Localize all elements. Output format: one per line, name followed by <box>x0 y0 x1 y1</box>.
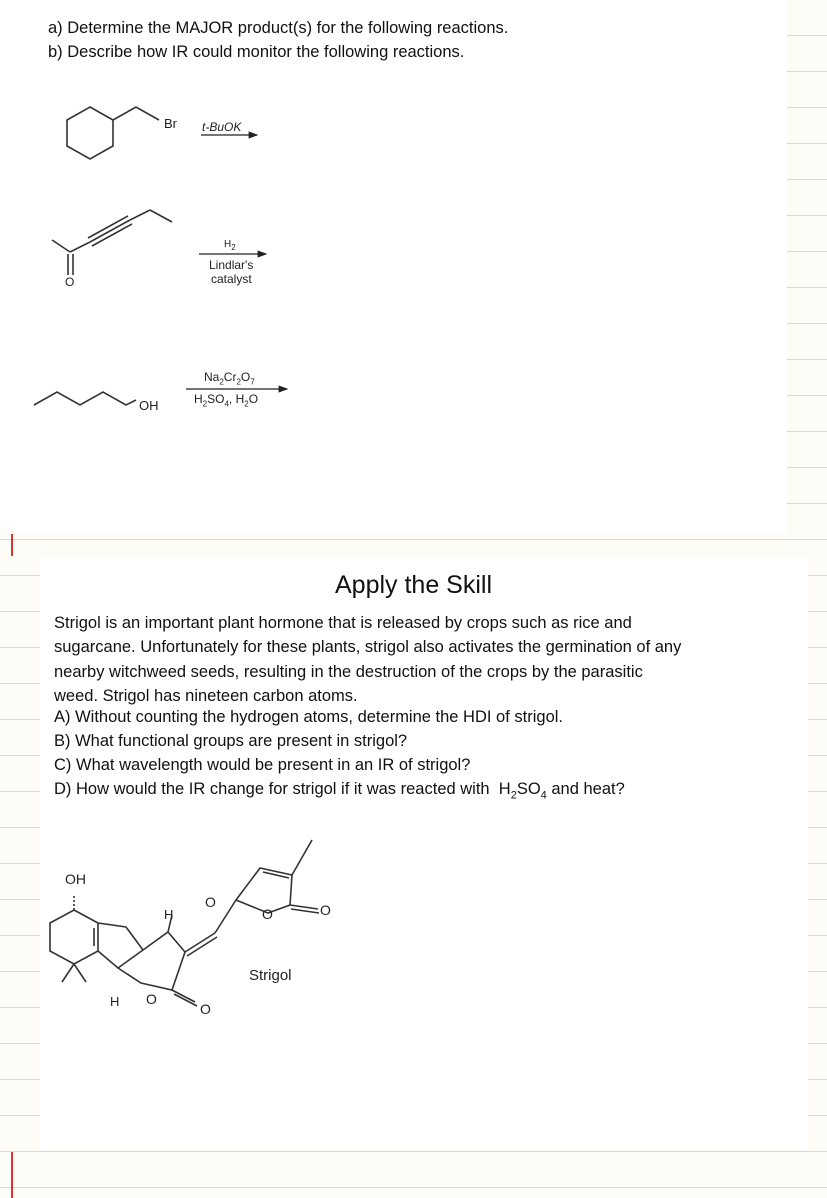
question-d: D) How would the IR change for strigol if it was reacted with $H_2SO_4$ and heat? <box>54 780 625 802</box>
strigol-o-label: O <box>200 1001 211 1017</box>
strigol-o-label: O <box>146 991 157 1007</box>
strigol-o-label: O <box>205 894 216 910</box>
reagent-dichromate: $Na_2Cr_2O_7$ <box>204 370 255 387</box>
strigol-h-top: H <box>164 907 174 922</box>
reagent-tbuok: t-BuOK <box>202 120 242 134</box>
cyclohexane-ring <box>67 107 159 159</box>
strigol-name-label: Strigol <box>249 967 292 984</box>
reagent-lindlars: Lindlar's <box>209 258 254 272</box>
hydroxyl-label: OH <box>139 398 159 413</box>
reagent-h2: $H_2$ <box>224 239 236 252</box>
bromine-label: Br <box>164 116 177 131</box>
alkynyl-ketone <box>52 210 172 275</box>
paragraph-line: weed. Strigol has nineteen carbon atoms. <box>54 686 358 705</box>
question-c: C) What wavelength would be present in an IR of strigol? <box>54 756 471 774</box>
reagent-catalyst: catalyst <box>211 272 252 286</box>
strigol-h-bottom: H <box>110 994 120 1009</box>
strigol-oh-label: OH <box>65 871 86 887</box>
apply-skill-title: Apply the Skill <box>334 571 493 599</box>
instruction-a: a) Determine the MAJOR product(s) for the following reactions. <box>48 19 509 37</box>
paragraph-line: Strigol is an important plant hormone that is released by crops such as rice and <box>54 614 632 632</box>
instruction-b: b) Describe how IR could monitor the following reactions. <box>48 43 465 61</box>
question-a: A) Without counting the hydrogen atoms, determine the HDI of strigol. <box>54 708 564 726</box>
reagent-acid-water: $H_2SO_4$, $H_2O$ <box>194 392 259 409</box>
question-b: B) What functional groups are present in strigol? <box>54 732 408 750</box>
pentanol-chain <box>34 392 136 405</box>
strigol-paragraph <box>54 611 774 708</box>
strigol-o-label: O <box>262 906 273 922</box>
strigol-o-label: O <box>320 902 331 918</box>
ketone-oxygen-label: O <box>65 275 75 289</box>
paragraph-line: nearby witchweed seeds, resulting in the destruction of the crops by the parasitic <box>54 662 643 681</box>
paragraph-line: sugarcane. Unfortunately for these plants, strigol also activates the germination of any <box>54 638 682 657</box>
